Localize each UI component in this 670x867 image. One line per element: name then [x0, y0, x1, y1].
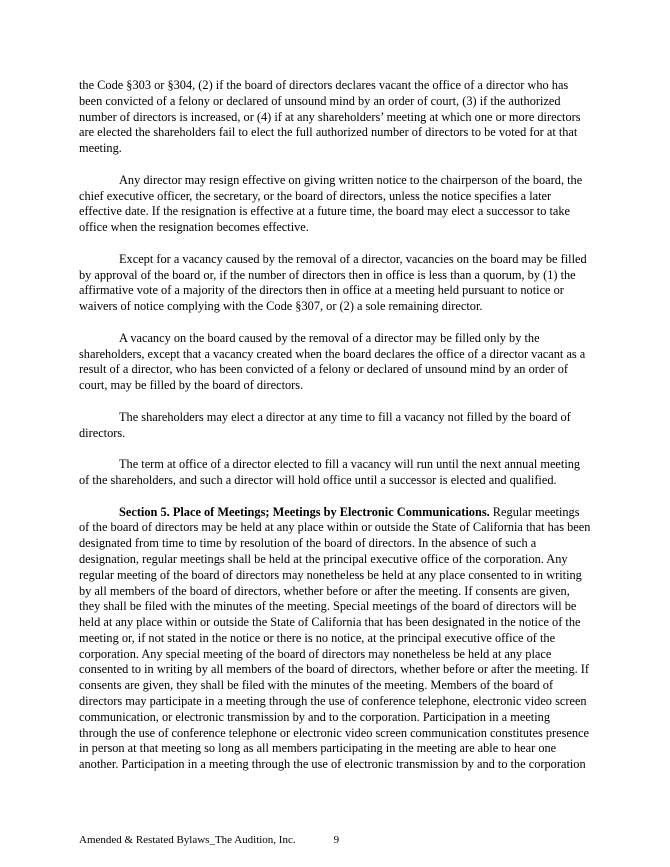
paragraph-removal-vacancy: A vacancy on the board caused by the removal of a director may be filled only by the shareholders, except that a vacancy created when the board declares the office of a director vacant as a result of a director, who has been convicted of a felony or declared of unsound mind by an order of court, may be filled by the board of directors.: [79, 330, 586, 393]
paragraph-term-of-office: The term at office of a director elected to fill a vacancy will run until the next annual meeting of the shareholders, and such a director will hold office until a successor is elected and qualified.: [79, 457, 581, 487]
document-body: [79, 78, 591, 789]
section-5-paragraph: [79, 505, 591, 774]
paragraph-vacancy-conditions: the Code §303 or §304, (2) if the board of directors declares vacant the office of a director who has been convicted of a felony or declared of unsound mind by an order of court, (3) if the authorized number of directors is increased, or (4) if at any shareholders’ meeting at which one or more directors are elected the shareholders fail to elect the full authorized number of directors to be voted for at that meeting.: [79, 78, 581, 156]
section-5-text: Regular meetings of the board of directors may be held at any place within or outside the State of California that has been designated from time to time by resolution of the board of directors. In the absence of such a designation, regular meetings shall be held at the principal executive office of the corporation. Any regular meeting of the board of directors may nonetheless be held at any place consented to in writing by all members of the board of directors, whether before or after the meeting. If consents are given, they shall be filed with the minutes of the meeting. Special meetings of the board of directors will be held at any place within or outside the State of California that has been designated in the notice of the meeting or, if not stated in the notice or there is no notice, at the principal executive office of the corporation. Any special meeting of the board of directors may nonetheless be held at any place consented to in writing by all members of the board of directors, whether before or after the meeting. If consents are given, they shall be filed with the minutes of the meeting. Members of the board of directors may participate in a meeting through the use of conference telephone, electronic video screen communication, or electronic transmission by and to the corporation. Participation in a meeting through the use of conference telephone or electronic video screen communication constitutes presence in person at that meeting so long as all members participating in the meeting are able to hear one another. Participation in a meeting through the use of electronic transmission by and to the corporation: [79, 504, 591, 772]
paragraph-shareholder-election: The shareholders may elect a director at any time to fill a vacancy not filled by the board of directors.: [79, 409, 571, 440]
paragraph-vacancy-filling: Except for a vacancy caused by the removal of a director, vacancies on the board may be filled by approval of the board or, if the number of directors then in office is less than a quorum, by (1) the affirmative vote of a majority of the directors then in office at a meeting held pursuant to notice or waivers of notice complying with the Code §307, or (2) a sole remaining director.: [79, 251, 587, 314]
page-footer: [79, 834, 339, 847]
footer-title: Amended & Restated Bylaws_The Audition, Inc.: [79, 834, 296, 846]
section-5-heading: Section 5. Place of Meetings; Meetings by Electronic Communications.: [119, 504, 490, 519]
paragraph-resignation: Any director may resign effective on giving written notice to the chairperson of the board, the chief executive officer, the secretary, or the board of directors, unless the notice specifies a later effective date. If the resignation is effective at a future time, the board may elect a successor to take office when the resignation becomes effective.: [79, 172, 583, 235]
page-number: 9: [333, 834, 340, 846]
